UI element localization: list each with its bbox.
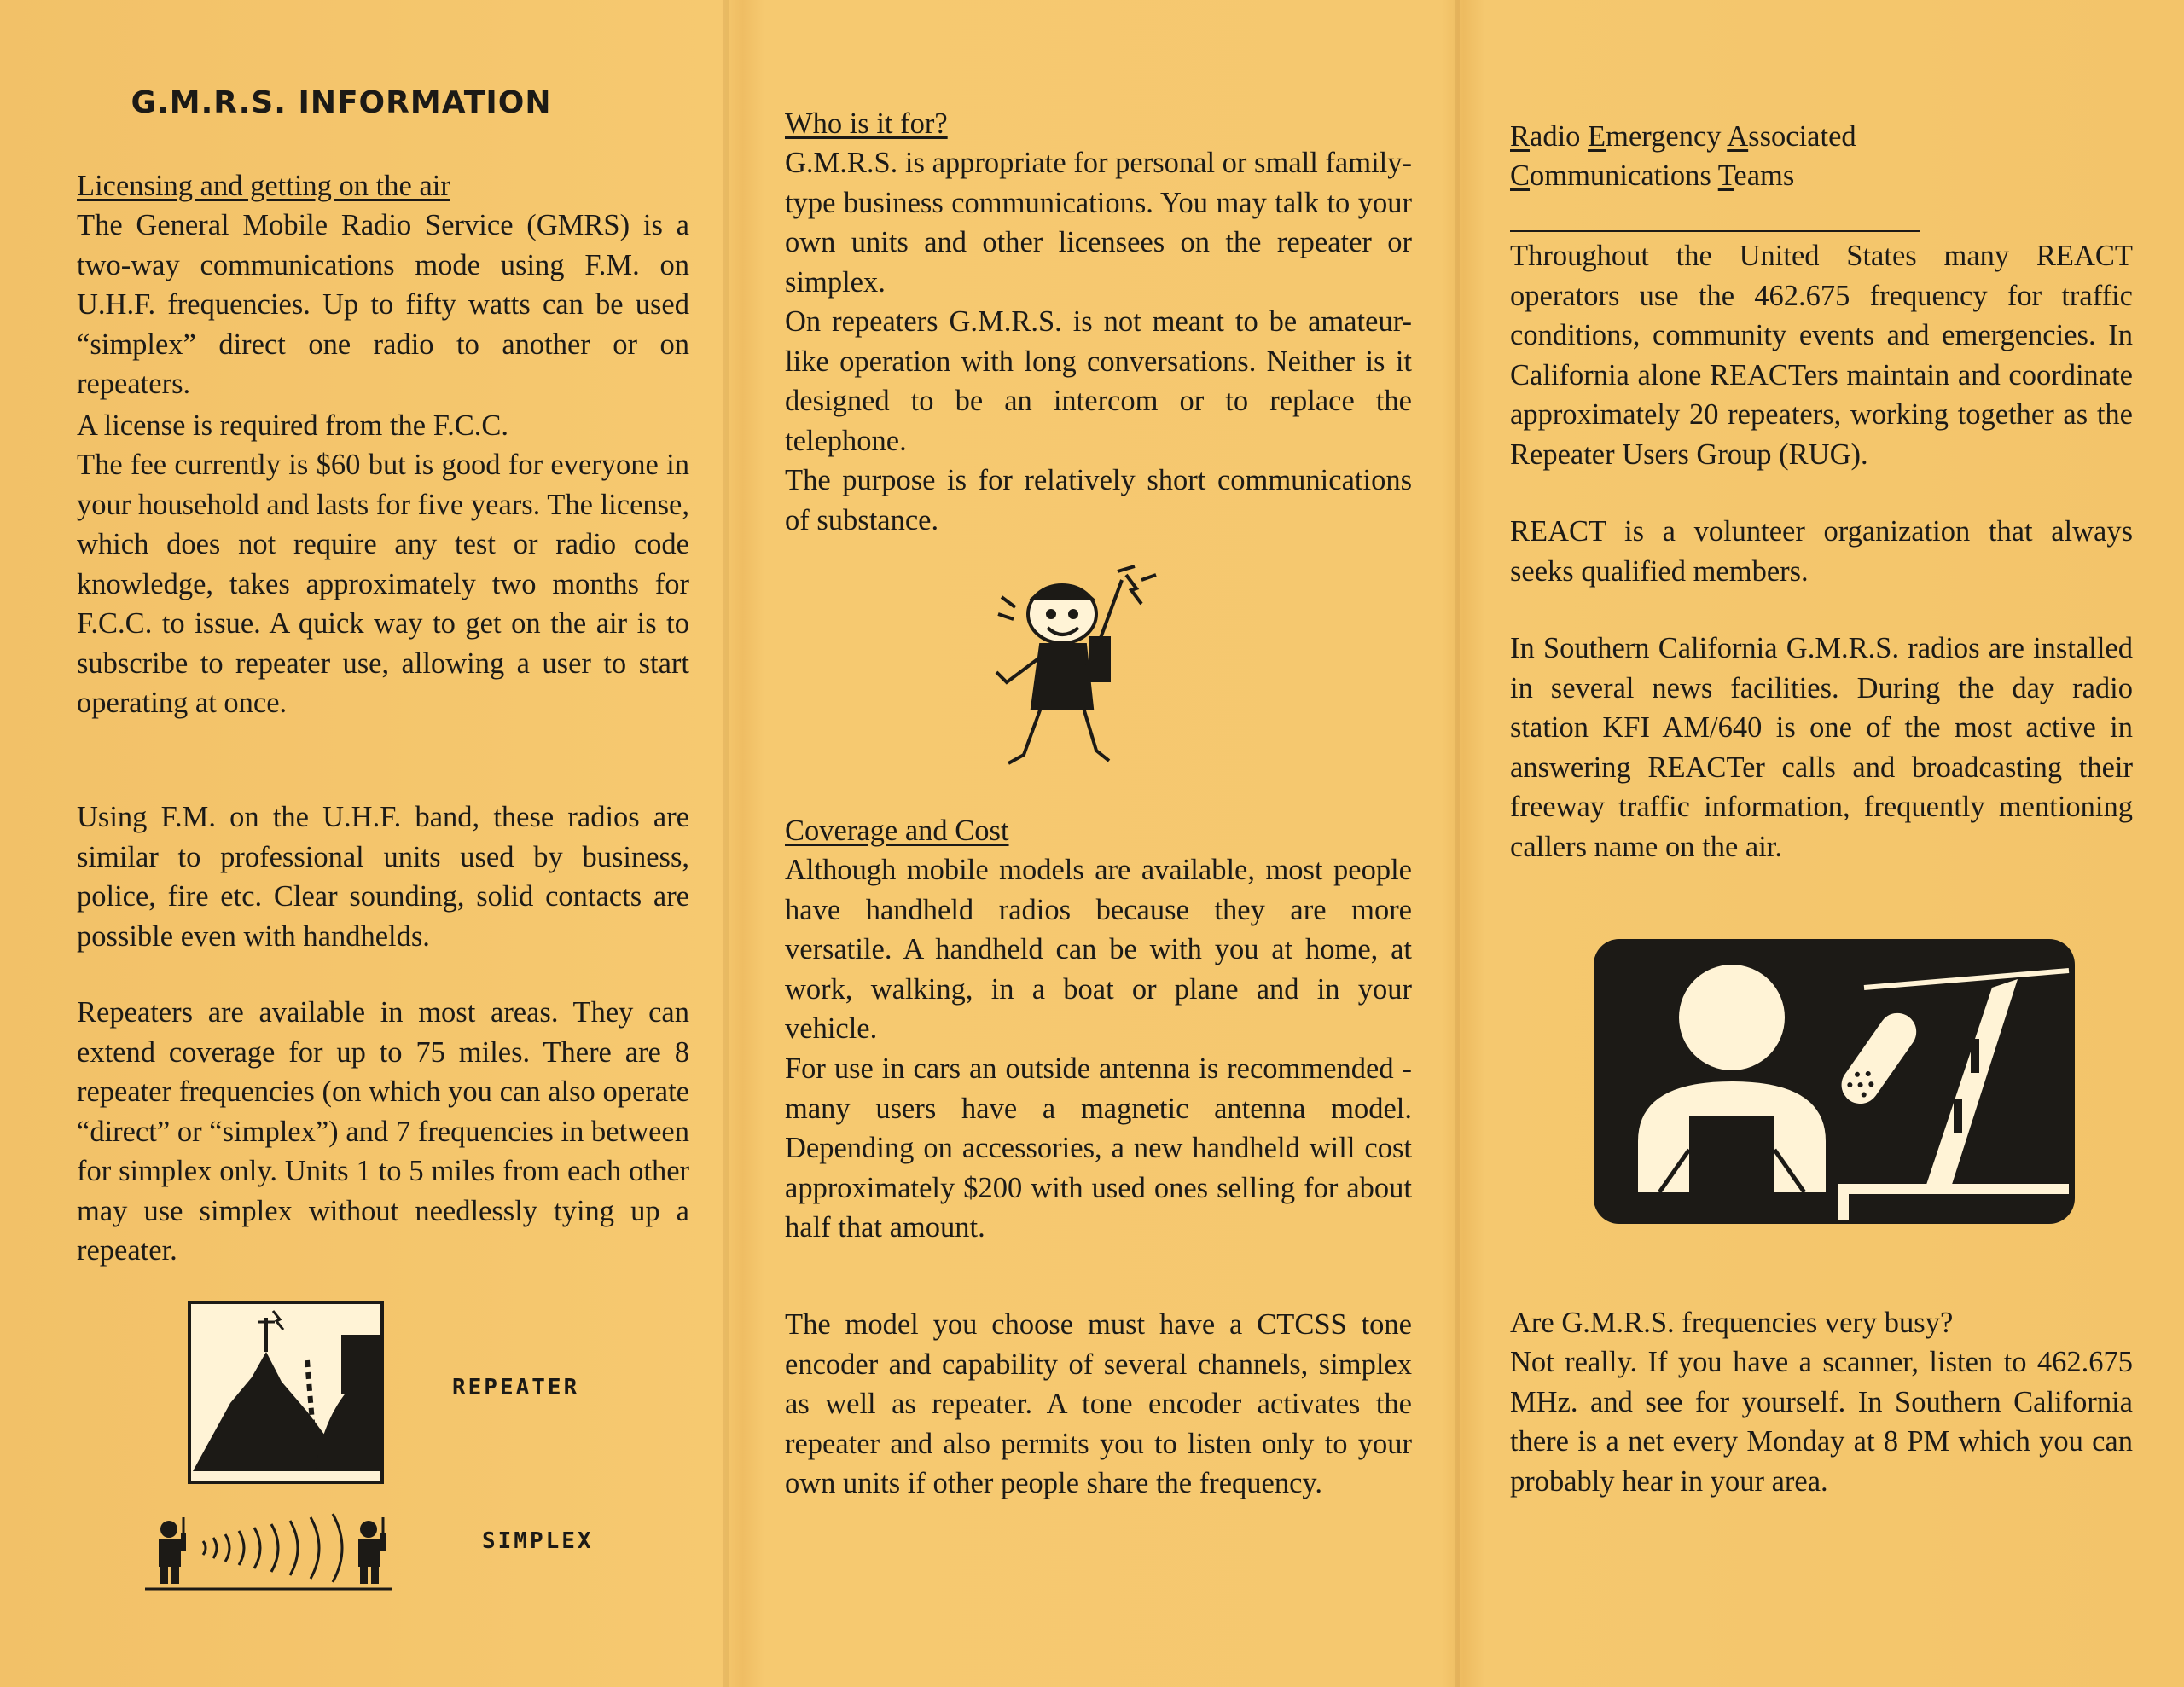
title-divider	[1510, 230, 1920, 232]
react-usage-paragraph: Throughout the United States many REACT operators use the 462.675 frequency for traffic conditions, community events and emergencies. In California alone REACTers maintain and coordinate approximately 20 repeaters, working together as the Repeater Users Group (RUG).	[1510, 240, 2133, 471]
repeaters-paragraph: Repeaters are available in most areas. They can extend coverage for up to 75 miles. There are 8 repeater frequencies (on which you can also operate “direct” or “simplex”) and 7 frequencies in between for simplex only. Units 1 to 5 miles from each other may use simplex without needlessly tying up a repeater.	[77, 996, 689, 1267]
license-fee-paragraph: The fee currently is $60 but is good for everyone in your household and lasts for five years. The license, which does not require any test or radio code knowledge, takes approximately two months for F.C.C. to issue. A quick way to get on the air is to subscribe to repeater use, allowing a user to start operating at once.	[77, 449, 689, 719]
radio-mascot-cartoon-icon	[990, 563, 1160, 776]
panel1-heading: G.M.R.S. INFORMATION	[131, 85, 552, 120]
busy-answer-paragraph: Not really. If you have a scanner, listen to 462.675 MHz. and see for yourself. In Southern California there is a net every Monday at 8 PM which you can probably hear in your area.	[1510, 1346, 2133, 1498]
who-paragraph-3: The purpose is for relatively short communications of substance.	[785, 464, 1412, 536]
coverage-paragraph-2: For use in cars an outside antenna is recommended - many users have a magnetic antenna model. Depending on accessories, a new handheld will cost approximately $200 with used ones selling for about half that amount.	[785, 1052, 1412, 1244]
news-facilities-paragraph: In Southern California G.M.R.S. radios are installed in several news facilities. During the day radio station KFI AM/640 is one of the most active in answering REACTer calls and broadcasting their freeway traffic information, frequently mentioning callers name on the air.	[1510, 632, 2133, 863]
fold-line-left	[723, 0, 729, 1687]
fold-line-right	[1455, 0, 1460, 1687]
coverage-paragraph-1: Although mobile models are available, most people have handheld radios because they are more versatile. A handheld can be with you at home, at work, walking, in a boat or plane and in your vehicle.	[785, 854, 1412, 1045]
who-is-it-for-subheading: Who is it for?	[785, 107, 948, 140]
broadcaster-microphone-icon	[1591, 936, 2077, 1226]
react-title-line-2: Communications Teams	[1510, 159, 1795, 192]
busy-question: Are G.M.R.S. frequencies very busy?	[1510, 1307, 1954, 1339]
react-title-line-1: Radio Emergency Associated	[1510, 120, 1856, 153]
licensing-subheading: Licensing and getting on the air	[77, 170, 450, 202]
repeater-caption: REPEATER	[452, 1375, 580, 1400]
who-paragraph-2: On repeaters G.M.R.S. is not meant to be amateur-like operation with long conversations. Neither is it designed to be an intercom or to replace the telephone.	[785, 305, 1412, 457]
simplex-radios-icon	[145, 1505, 478, 1591]
repeater-mountain-icon	[188, 1301, 384, 1484]
license-required-paragraph: A license is required from the F.C.C.	[77, 409, 509, 442]
react-volunteer-paragraph: REACT is a volunteer organization that always seeks qualified members.	[1510, 515, 2133, 588]
simplex-caption: SIMPLEX	[482, 1528, 594, 1554]
fm-uhf-paragraph: Using F.M. on the U.H.F. band, these radios are similar to professional units used by business, police, fire etc. Clear sounding, solid contacts are possible even with handhelds.	[77, 801, 689, 953]
gmrs-intro-paragraph: The General Mobile Radio Service (GMRS) is a two-way communications mode using F.M. on U.H.F. frequencies. Up to fifty watts can be used “simplex” direct one radio to another or on repeaters.	[77, 209, 689, 400]
who-paragraph-1: G.M.R.S. is appropriate for personal or small family-type business communications. You may talk to your own units and other licensees on the repeater or simplex.	[785, 147, 1412, 299]
model-requirements-paragraph: The model you choose must have a CTCSS tone encoder and capability of several channels, simplex as well as repeater. A tone encoder activates the repeater and also permits you to listen only to your own units if other people share the frequency.	[785, 1308, 1412, 1499]
coverage-cost-subheading: Coverage and Cost	[785, 815, 1009, 847]
